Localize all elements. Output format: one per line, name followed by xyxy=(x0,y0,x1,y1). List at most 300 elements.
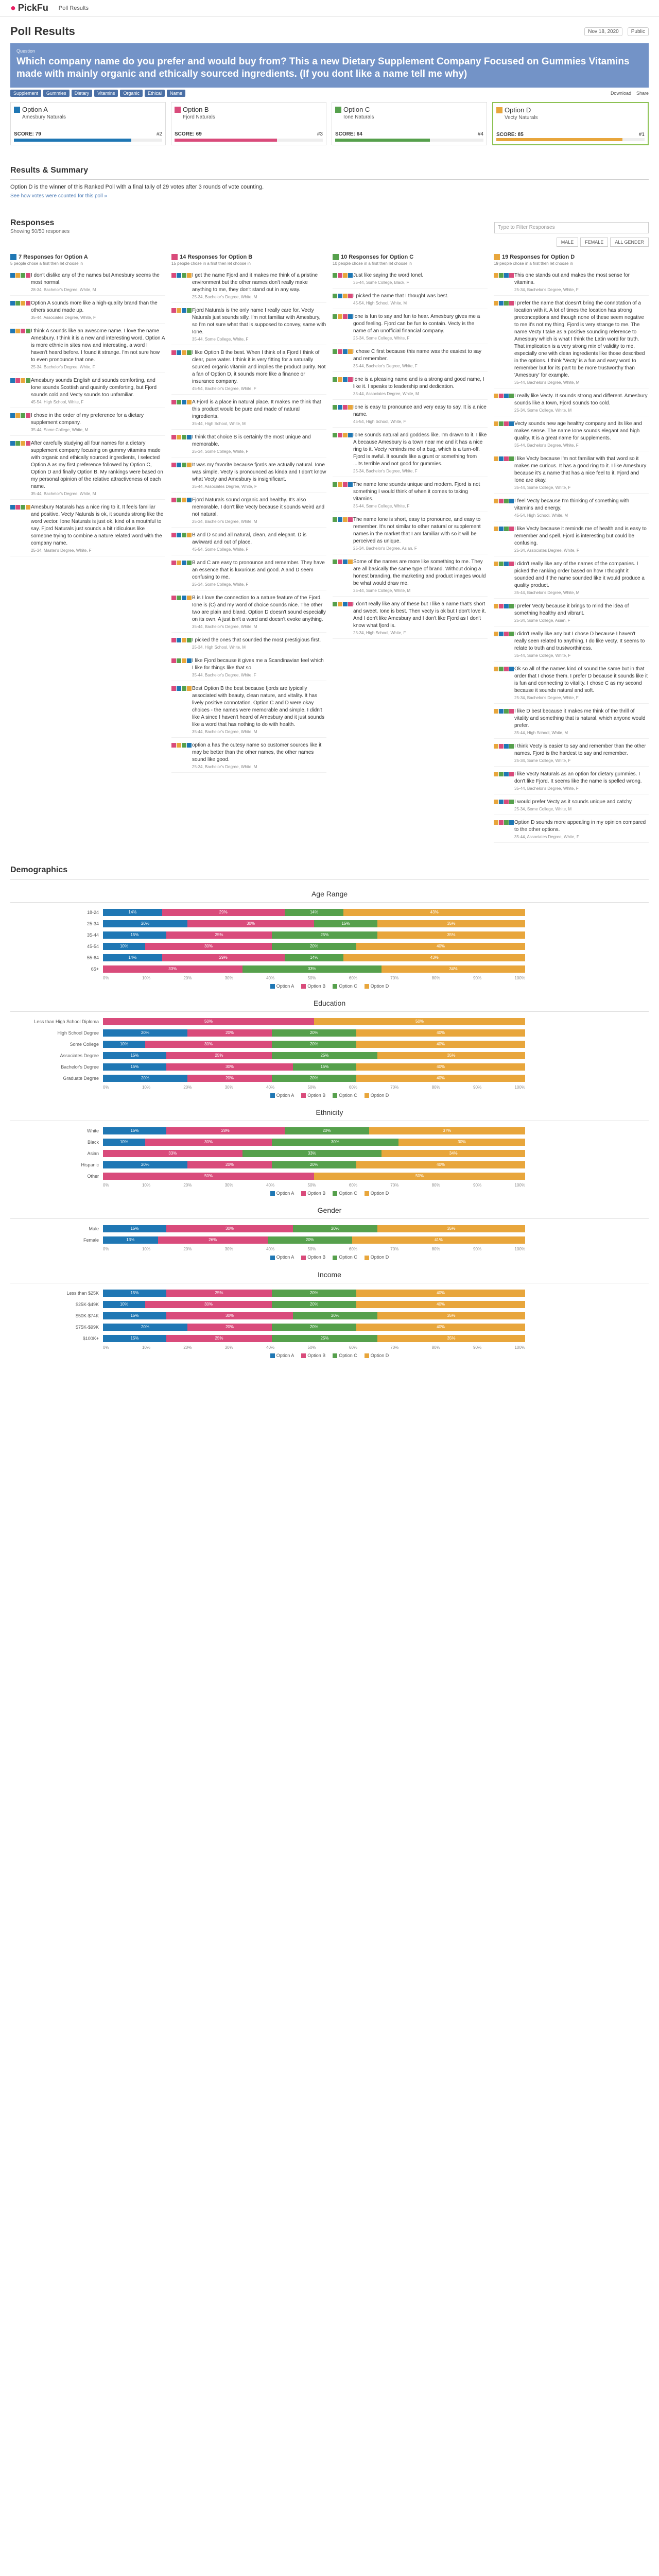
option-card[interactable] xyxy=(171,102,326,145)
rank-chip xyxy=(182,638,186,642)
demographic-row xyxy=(10,942,649,951)
response-item xyxy=(171,592,326,633)
download-button[interactable]: Download xyxy=(610,91,631,96)
demographic-row xyxy=(10,1160,649,1170)
demographic-row xyxy=(10,1062,649,1072)
demographic-row xyxy=(10,1028,649,1038)
question-tag[interactable]: Supplement xyxy=(10,90,41,97)
rank-chip xyxy=(177,743,181,748)
rank-chip xyxy=(182,561,186,565)
bar-segment: 20% xyxy=(272,1075,356,1082)
demographic-section xyxy=(10,1206,649,1260)
response-item xyxy=(333,374,488,400)
rank-chip xyxy=(509,604,514,608)
response-text: Amesbury sounds English and sounds comforting, and Ione sounds Scottish and quaintly comforting, but Fjord sounds cold and Vecty sounds too unfamiliar. xyxy=(31,378,157,398)
bar-segment: 20% xyxy=(103,1029,187,1037)
rank-chip xyxy=(171,400,176,404)
share-button[interactable]: Share xyxy=(636,91,649,96)
rank-chips xyxy=(171,308,192,313)
demographic-label: Bachelor's Degree xyxy=(61,1064,99,1070)
respondent-info: 35-44, Some College, White, F xyxy=(514,653,571,658)
bar-segment: 20% xyxy=(272,943,356,950)
axis-tick: 70% xyxy=(390,1183,399,1188)
bar-segment: 25% xyxy=(272,1335,377,1342)
question-tag[interactable]: Organic xyxy=(120,90,143,97)
demographic-title: Education xyxy=(313,999,346,1008)
legend-item xyxy=(270,984,294,989)
column-title: 14 Responses for Option B xyxy=(180,254,253,260)
legend-item xyxy=(270,1191,294,1196)
respondent-info: 35-44, High School, White, M xyxy=(514,731,568,735)
rank-chips xyxy=(494,604,514,608)
response-item xyxy=(333,599,488,639)
option-swatch xyxy=(175,107,181,113)
respondent-info: 25-34, Some College, White, F xyxy=(353,336,410,341)
demographic-label: $75K-$99K xyxy=(75,1324,99,1330)
rank-chip xyxy=(494,421,498,426)
response-text: I like Vecty because it reminds me of health and is easy to remember and spell. Fjord is interesting but could be confusing. xyxy=(514,526,647,546)
column-title: 7 Responses for Option A xyxy=(19,254,88,260)
axis-tick: 0% xyxy=(103,1345,109,1350)
response-text: Best Option B the best because fjords are typically associated with beauty, clean nature, and vitality. It has lively positive connotation. Option C and D were okay choices - the names were memorable and simple. I didn't like A since I haven't heard of Amesbury and it just sounds like a word that has nothing to do with health. xyxy=(192,686,325,727)
rank-chip xyxy=(494,820,498,825)
bar-segment: 15% xyxy=(103,1335,166,1342)
legend-swatch xyxy=(333,1353,337,1358)
rank-chips xyxy=(333,560,353,564)
bar-segment: 40% xyxy=(356,943,525,950)
bar-segment: 30% xyxy=(272,1139,398,1146)
axis-tick: 20% xyxy=(183,976,192,980)
bar-segment: 35% xyxy=(377,931,525,939)
stacked-bar xyxy=(103,1225,525,1232)
response-text: option a has the cutesy name so customer sources like it may be better than the other names, the other names sound like good. xyxy=(192,742,322,762)
option-card[interactable] xyxy=(332,102,487,145)
rank-chip xyxy=(494,667,498,671)
legend xyxy=(10,1093,649,1098)
response-text: I feel Vecty because I'm thinking of something with vitamins and energy. xyxy=(514,498,630,511)
response-text: I think that choice B is certainly the most unique and memorable. xyxy=(192,434,311,447)
legend-swatch xyxy=(270,984,275,989)
rank-chip xyxy=(10,505,15,510)
response-text: I think A sounds like an awesome name. I love the name Amesbury. I think it is a new and interesting word. Option A is more ethnic in sites now and interesting, a word I haven't heard before. I found it strange. I'm not sure how to even pronounce that one. xyxy=(31,328,165,363)
stacked-bar xyxy=(103,1041,525,1048)
demographic-row xyxy=(10,908,649,917)
respondent-info: 35-44, Associates Degree, White, F xyxy=(514,835,579,839)
toggle-male[interactable]: MALE xyxy=(557,238,579,247)
demographic-label: Less than High School Diploma xyxy=(34,1019,99,1025)
rank-chip xyxy=(10,301,15,306)
nav-poll-results[interactable]: Poll Results xyxy=(58,5,89,11)
rank-chip xyxy=(15,505,20,510)
legend-swatch xyxy=(365,1191,369,1196)
rank-chip xyxy=(21,505,25,510)
response-item xyxy=(171,460,326,493)
option-card[interactable] xyxy=(492,102,649,145)
rank-chip xyxy=(338,602,342,606)
legend-label: Option B xyxy=(307,1191,326,1196)
rank-chip xyxy=(177,658,181,663)
response-text: I don't really like any of these but I like a name that's short and sweet. Ione is best. Then vecty is ok but I don't love it. And I don't like Amesbury and I don't like Fjord as I don't know what fjord is. xyxy=(353,601,486,629)
demographic-label: Graduate Degree xyxy=(63,1076,99,1081)
rank-chip xyxy=(15,329,20,333)
rank-chips xyxy=(494,562,514,566)
rank-chip xyxy=(494,562,498,566)
axis-tick: 100% xyxy=(514,1247,525,1252)
bar-segment: 40% xyxy=(356,1324,525,1331)
results-summary xyxy=(10,166,649,199)
demographics-title: Demographics xyxy=(10,866,68,874)
gender-toggles xyxy=(10,238,649,247)
rank-chip xyxy=(504,456,509,461)
bar-segment: 29% xyxy=(162,909,285,916)
axis-tick: 0% xyxy=(103,976,109,980)
bar-segment: 30% xyxy=(166,1312,293,1319)
demographic-label: Less than $25K xyxy=(66,1290,99,1296)
response-text: Amesbury Naturals has a nice ring to it. It feels familiar and positive. Vecty Naturals is ok, it sounds strong like the word vector. Ione Naturals is just ok, kind of a mouthful to say. Fjord Naturals just sounds a bit ridiculous like someone trying to combine a nature related word with the company name. xyxy=(31,504,164,546)
rank-chip xyxy=(348,405,353,410)
rank-chip xyxy=(187,308,192,313)
rank-chip xyxy=(499,667,504,671)
option-title: Option B xyxy=(183,106,209,114)
response-item xyxy=(494,270,649,296)
rank-chip xyxy=(171,743,176,748)
bar-segment: 20% xyxy=(272,1161,356,1168)
legend-item xyxy=(365,1093,389,1098)
rank-chip xyxy=(333,433,337,437)
rank-chips xyxy=(171,435,192,439)
response-text: Ione is easy to pronounce and very easy to say. It is a nice name. xyxy=(353,404,487,417)
axis-tick: 30% xyxy=(224,1183,233,1188)
legend-label: Option D xyxy=(370,1191,389,1196)
response-item xyxy=(10,502,165,556)
rank-chip xyxy=(504,562,509,566)
column-swatch xyxy=(171,254,178,260)
rank-chip xyxy=(182,435,186,439)
stacked-bar xyxy=(103,1150,525,1157)
rank-chip xyxy=(343,294,348,298)
rank-chip xyxy=(15,301,20,306)
bar-segment: 15% xyxy=(103,1063,166,1071)
rank-chip xyxy=(499,744,504,749)
legend-swatch xyxy=(365,1353,369,1358)
axis-tick: 80% xyxy=(431,1183,440,1188)
rank-chip xyxy=(171,350,176,355)
results-summary-text: Option D is the winner of this Ranked Poll with a final tally of 29 votes after 3 rounds of vote counting. xyxy=(10,184,264,190)
rank-chip xyxy=(509,772,514,776)
column-title: 19 Responses for Option D xyxy=(502,254,575,260)
response-item xyxy=(171,740,326,773)
rank-chip xyxy=(26,378,30,383)
rank-chip xyxy=(343,405,348,410)
response-text: I like Option B the best. When I think of a Fjord I think of clear, pure water. I think it is very fitting for a naturally sourced organic vitamin and implies the product purity. Not a fan of Option D, it sounds more like a finance or insurance company. xyxy=(192,350,326,384)
column-subtitle: 5 people chose a first then let choose in xyxy=(10,261,83,266)
bar-segment: 35% xyxy=(377,1225,525,1232)
option-score: SCORE: 69 xyxy=(175,131,202,137)
axis-tick: 50% xyxy=(307,976,316,980)
stacked-bar xyxy=(103,1335,525,1342)
bar-segment: 20% xyxy=(187,1029,272,1037)
column-subtitle: 10 people chose in a first then let choose in xyxy=(333,261,412,266)
rank-chip xyxy=(182,596,186,600)
rank-chips xyxy=(494,800,514,804)
respondent-info: 35-44, Bachelor's Degree, White, M xyxy=(192,730,257,734)
rank-chip xyxy=(504,709,509,714)
response-item xyxy=(333,514,488,554)
response-text: Fjord Naturals sound organic and healthy. It's also memorable. I don't like Vecty because it sounds weird and not natural. xyxy=(192,497,325,517)
axis-tick: 50% xyxy=(307,1183,316,1188)
option-score-fill xyxy=(14,139,131,142)
respondent-info: 25-34, Bachelor's Degree, White, F xyxy=(31,365,95,369)
demographic-label: 55-64 xyxy=(86,955,99,960)
respondent-info: 25-34, Master's Degree, White, F xyxy=(31,548,92,553)
rank-chip xyxy=(338,314,342,319)
rank-chips xyxy=(10,378,30,383)
rank-chip xyxy=(10,413,15,418)
rank-chips xyxy=(171,596,192,600)
response-text: I picked the ones that sounded the most prestigious first. xyxy=(192,637,321,643)
legend-item xyxy=(270,1353,294,1358)
legend-swatch xyxy=(301,1353,306,1358)
rank-chip xyxy=(509,667,514,671)
respondent-info: 45-54, Bachelor's Degree, White, F xyxy=(192,386,256,391)
question-tag[interactable]: Ethical xyxy=(145,90,165,97)
filter-input[interactable]: Type to Filter Responses xyxy=(494,222,649,233)
rank-chip xyxy=(509,394,514,398)
bar-segment: 40% xyxy=(356,1029,525,1037)
response-item xyxy=(333,311,488,344)
rank-chips xyxy=(10,273,30,278)
rank-chips xyxy=(10,329,30,333)
demographic-label: Hispanic xyxy=(81,1162,99,1168)
rank-chip xyxy=(171,533,176,537)
bar-segment: 50% xyxy=(314,1173,525,1180)
toggle-female[interactable]: FEMALE xyxy=(580,238,608,247)
response-item xyxy=(333,556,488,597)
stacked-bar xyxy=(103,1161,525,1168)
rank-chip xyxy=(26,273,30,278)
legend-swatch xyxy=(270,1093,275,1098)
status-badge[interactable]: Public xyxy=(628,27,649,36)
rank-chip xyxy=(187,561,192,565)
rank-chip xyxy=(177,533,181,537)
option-rank: #3 xyxy=(317,131,323,137)
option-score-fill xyxy=(175,139,277,142)
response-text: I like Fjord because it gives me a Scandinavian feel which I like for things like that so. xyxy=(192,658,324,671)
rank-chip xyxy=(509,273,514,278)
rank-chips xyxy=(171,638,192,642)
responses-title: Responses xyxy=(10,218,55,227)
bar-segment: 35% xyxy=(377,1335,525,1342)
option-description: Fjord Naturals xyxy=(183,114,215,121)
rank-chip xyxy=(187,743,192,748)
rank-chip xyxy=(171,463,176,467)
demographic-row xyxy=(10,1311,649,1320)
axis-tick: 90% xyxy=(473,1183,482,1188)
rank-chip xyxy=(338,377,342,382)
option-score-bar xyxy=(496,138,645,141)
option-swatch xyxy=(14,107,20,113)
rank-chip xyxy=(171,638,176,642)
legend-swatch xyxy=(365,1093,369,1098)
stacked-bar xyxy=(103,1139,525,1146)
bar-segment: 30% xyxy=(166,1225,293,1232)
rank-chip xyxy=(504,499,509,503)
axis-tick: 90% xyxy=(473,976,482,980)
rank-chip xyxy=(177,686,181,691)
legend-item xyxy=(301,1093,325,1098)
bar-segment: 30% xyxy=(145,1139,272,1146)
vote-count-link[interactable]: See how votes were counted for this poll » xyxy=(10,193,107,199)
rank-chip xyxy=(15,273,20,278)
rank-chip xyxy=(171,596,176,600)
question-tag[interactable]: Name xyxy=(167,90,185,97)
legend-label: Option D xyxy=(370,984,389,989)
demographic-label: High School Degree xyxy=(57,1030,99,1036)
demographic-label: White xyxy=(86,1128,99,1134)
respondent-info: 35-44, High School, White, M xyxy=(192,421,246,426)
respondent-info: 25-34, Some College, White, M xyxy=(514,807,572,811)
respondent-info: 35-44, Bachelor's Degree, White, F xyxy=(514,443,579,448)
bar-segment: 14% xyxy=(103,954,162,961)
axis-tick: 60% xyxy=(349,1345,357,1350)
response-item xyxy=(10,270,165,296)
rank-chip xyxy=(15,413,20,418)
response-item xyxy=(171,557,326,590)
option-swatch xyxy=(335,107,341,113)
axis-tick: 90% xyxy=(473,1345,482,1350)
option-score-bar xyxy=(175,139,323,142)
response-item xyxy=(494,741,649,767)
demographic-label: Some College xyxy=(70,1042,99,1047)
rank-chip xyxy=(187,596,192,600)
rank-chip xyxy=(171,686,176,691)
bar-segment: 20% xyxy=(272,1029,356,1037)
stacked-bar xyxy=(103,943,525,950)
option-score-fill xyxy=(335,139,430,142)
bar-segment: 20% xyxy=(272,1324,356,1331)
demographic-row xyxy=(10,1235,649,1245)
axis-tick: 0% xyxy=(103,1183,109,1188)
option-card[interactable] xyxy=(10,102,166,145)
bar-segment: 34% xyxy=(381,1150,525,1157)
rank-chip xyxy=(182,743,186,748)
rank-chips xyxy=(494,527,514,531)
column-header xyxy=(171,254,326,260)
response-text: B is I love the connection to a nature feature of the Fjord. Ione is (C) and my word of choice sounds nice. The other two are plain and bland. Option D doesn't sound especially on its own, A just isn't a word and doesn't evoke anything. xyxy=(192,595,326,622)
bar-segment: 41% xyxy=(352,1236,525,1244)
bar-segment: 15% xyxy=(103,1127,166,1134)
rank-chip xyxy=(509,709,514,714)
rank-chips xyxy=(333,349,353,354)
logo[interactable]: ● PickFu xyxy=(10,3,48,13)
demographic-row xyxy=(10,1289,649,1298)
x-axis xyxy=(103,1085,525,1090)
rank-chip xyxy=(187,350,192,355)
rank-chip xyxy=(509,632,514,636)
demographic-row xyxy=(10,1138,649,1147)
axis-tick: 100% xyxy=(514,1085,525,1090)
rank-chip xyxy=(177,273,181,278)
rank-chip xyxy=(499,527,504,531)
question-tag[interactable]: Vitamins xyxy=(94,90,118,97)
bar-segment: 50% xyxy=(314,1018,525,1025)
rank-chip xyxy=(177,400,181,404)
rank-chip xyxy=(182,350,186,355)
stacked-bar xyxy=(103,931,525,939)
rank-chip xyxy=(15,378,20,383)
question-tag[interactable]: Gummies xyxy=(43,90,70,97)
respondent-info: 35-44, Bachelor's Degree, White, F xyxy=(353,364,418,368)
demographic-label: $50K-$74K xyxy=(75,1313,99,1318)
bar-segment: 10% xyxy=(103,1139,145,1146)
rank-chip xyxy=(182,273,186,278)
legend-label: Option B xyxy=(307,1352,326,1358)
respondent-info: 25-34, High School, White, M xyxy=(192,645,246,650)
response-text: Vecty sounds new age healthy company and its like and makes sense. The name Ione sounds elegant and high quality. It is a great name for supplements. xyxy=(514,421,642,441)
rank-chip xyxy=(21,301,25,306)
column-subtitle: 19 people chose in a first then let choose in xyxy=(494,261,573,266)
demographic-row xyxy=(10,1126,649,1136)
demographic-row xyxy=(10,1323,649,1332)
rank-chips xyxy=(494,667,514,671)
legend-label: Option B xyxy=(307,1093,326,1098)
rank-chips xyxy=(171,463,192,467)
rank-chip xyxy=(187,498,192,502)
rank-chip xyxy=(499,772,504,776)
rank-chip xyxy=(182,533,186,537)
column-swatch xyxy=(494,254,500,260)
bar-segment: 33% xyxy=(103,1150,242,1157)
rank-chip xyxy=(499,394,504,398)
axis-tick: 40% xyxy=(266,1183,275,1188)
axis-tick: 0% xyxy=(103,1085,109,1090)
x-axis xyxy=(103,1183,525,1188)
bar-segment: 30% xyxy=(187,920,314,927)
axis-tick: 70% xyxy=(390,976,399,980)
rank-chip xyxy=(182,658,186,663)
response-text: This one stands out and makes the most sense for vitamins. xyxy=(514,273,630,285)
rank-chip xyxy=(171,435,176,439)
response-item xyxy=(171,655,326,681)
option-score-fill xyxy=(496,138,622,141)
legend-label: Option B xyxy=(307,984,326,989)
demographic-row xyxy=(10,1040,649,1049)
question-tag[interactable]: Dietary xyxy=(72,90,93,97)
option-rank: #4 xyxy=(477,131,483,137)
page-title: Poll Results xyxy=(10,25,75,38)
respondent-info: 25-34, High School, White, F xyxy=(353,631,406,635)
rank-chip xyxy=(338,560,342,564)
legend-swatch xyxy=(270,1353,275,1358)
toggle-all-gender[interactable]: ALL GENDER xyxy=(610,238,649,247)
rank-chip xyxy=(26,505,30,510)
axis-tick: 0% xyxy=(103,1247,109,1252)
option-rank: #1 xyxy=(638,132,645,138)
rank-chips xyxy=(333,273,353,278)
response-text: I don't dislike any of the names but Amesbury seems the most normal. xyxy=(31,273,160,285)
rank-chips xyxy=(333,294,353,298)
responses-count: Showing 50/50 responses xyxy=(10,229,70,234)
bar-segment: 20% xyxy=(293,1312,377,1319)
legend-item xyxy=(301,984,325,989)
respondent-info: 45-54, High School, White, F xyxy=(31,400,84,404)
respondent-info: 45-54, High School, White, M xyxy=(353,301,407,306)
rank-chip xyxy=(499,604,504,608)
column-title: 10 Responses for Option C xyxy=(341,254,414,260)
rank-chips xyxy=(494,301,514,306)
bar-segment: 15% xyxy=(103,1312,166,1319)
legend-swatch xyxy=(301,1093,306,1098)
